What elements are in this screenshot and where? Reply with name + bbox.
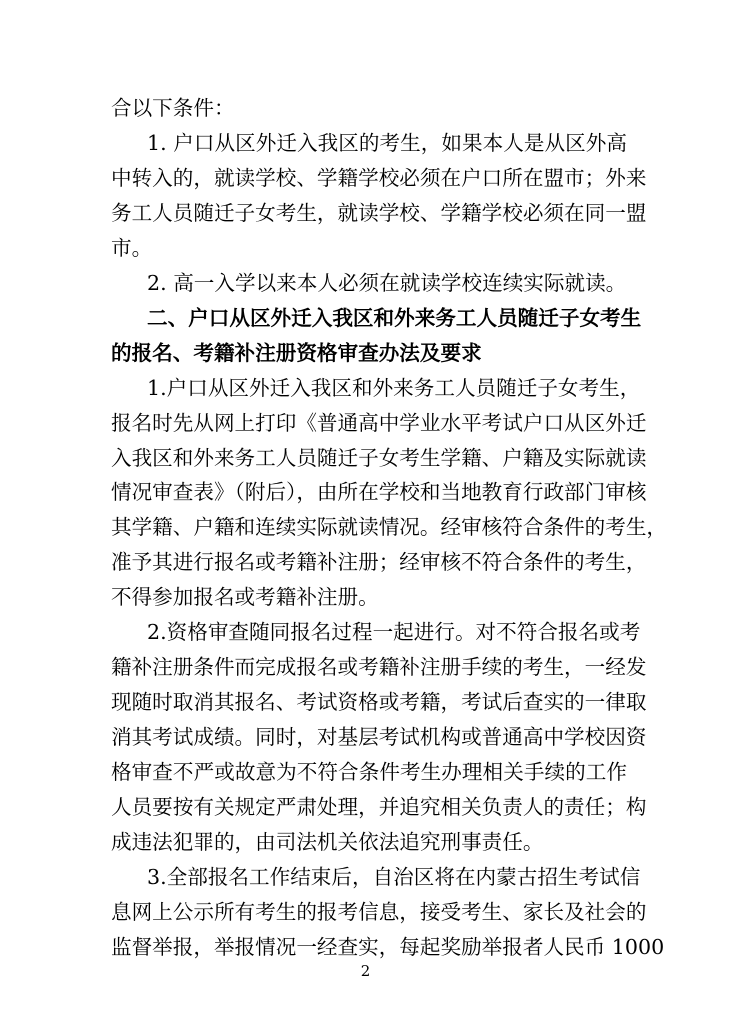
- paragraph-line: 其学籍、户籍和连续实际就读情况。经审核符合条件的考生，: [111, 515, 668, 540]
- section-heading-line: 的报名、考籍补注册资格审查办法及要求: [111, 340, 482, 365]
- paragraph-line: 合以下条件：: [111, 96, 235, 120]
- page-number: 2: [360, 962, 371, 980]
- paragraph-line: 准予其进行报名或考籍补注册；经审核不符合条件的考生，: [111, 550, 647, 575]
- paragraph-line: 息网上公示所有考生的报考信息，接受考生、家长及社会的: [111, 899, 647, 924]
- paragraph-line: 现随时取消其报名、考试资格或考籍，考试后查实的一律取: [111, 690, 647, 715]
- paragraph-line: 2. 高一入学以来本人必须在就读学校连续实际就读。: [147, 270, 627, 295]
- paragraph-line: 监督举报，举报情况一经查实，每起奖励举报者人民币 1000: [111, 934, 665, 959]
- paragraph-line: 消其考试成绩。同时，对基层考试机构或普通高中学校因资: [111, 725, 647, 750]
- paragraph-line: 不得参加报名或考籍补注册。: [111, 585, 379, 610]
- paragraph-line: 籍补注册条件而完成报名或考籍补注册手续的考生，一经发: [111, 655, 647, 680]
- paragraph-line: 格审查不严或故意为不符合条件考生办理相关手续的工作: [111, 760, 627, 785]
- paragraph-line: 中转入的，就读学校、学籍学校必须在户口所在盟市；外来: [111, 165, 647, 190]
- paragraph-line: 1.户口从区外迁入我区和外来务工人员随迁子女考生，: [147, 375, 641, 400]
- paragraph-line: 报名时先从网上打印《普通高中学业水平考试户口从区外迁: [111, 410, 647, 435]
- paragraph-line: 成违法犯罪的，由司法机关依法追究刑事责任。: [111, 829, 544, 854]
- paragraph-line: 2.资格审查随同报名过程一起进行。对不符合报名或考: [147, 620, 641, 645]
- paragraph-line: 务工人员随迁子女考生，就读学校、学籍学校必须在同一盟: [111, 200, 647, 225]
- paragraph-line: 入我区和外来务工人员随迁子女考生学籍、户籍及实际就读: [111, 445, 647, 470]
- paragraph-line: 3.全部报名工作结束后，自治区将在内蒙古招生考试信: [147, 864, 641, 889]
- paragraph-line: 市。: [111, 235, 153, 260]
- paragraph-line: 人员要按有关规定严肃处理，并追究相关负责人的责任；构: [111, 795, 647, 819]
- section-heading-line: 二、户口从区外迁入我区和外来务工人员随迁子女考生: [147, 305, 642, 330]
- paragraph-line: 1. 户口从区外迁入我区的考生，如果本人是从区外高: [147, 130, 627, 155]
- paragraph-line: 情况审查表》（附后），由所在学校和当地教育行政部门审核: [111, 480, 647, 505]
